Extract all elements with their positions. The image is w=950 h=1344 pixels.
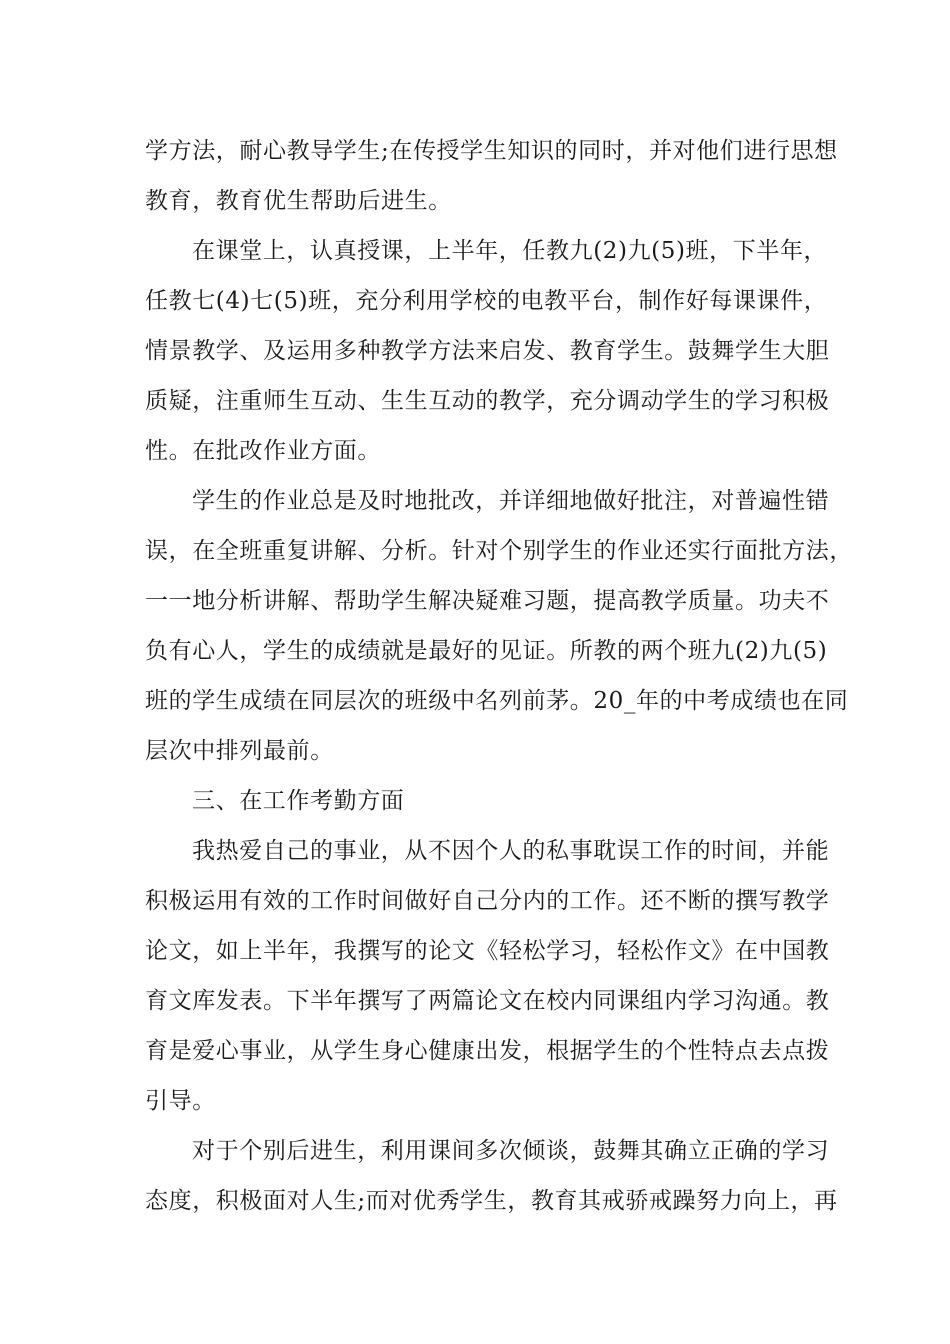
text-line: 层次中排列最前。 [145, 738, 334, 764]
text-line: 态度，积极面对人生;而对优秀学生，教育其戒骄戒躁努力向上，再 [145, 1188, 838, 1214]
text-line: 性。在批改作业方面。 [145, 438, 381, 464]
text-line: 质疑，注重师生互动、生生互动的教学，充分调动学生的学习积极 [145, 388, 830, 414]
text-line: 育是爱心事业，从学生身心健康出发，根据学生的个性特点去点拨 [145, 1038, 830, 1064]
paragraph-start: 在课堂上，认真授课，上半年，任教九(2)九(5)班，下半年， [192, 238, 828, 264]
text-line: 班的学生成绩在同层次的班级中名列前茅。20_年的中考成绩也在同 [145, 688, 849, 714]
paragraph-start: 我热爱自己的事业，从不因个人的私事耽误工作的时间，并能 [192, 838, 830, 864]
text-line: 育文库发表。下半年撰写了两篇论文在校内同课组内学习沟通。教 [145, 988, 830, 1014]
paragraph-start: 学生的作业总是及时地批改，并详细地做好批注，对普遍性错 [192, 488, 830, 514]
text-line: 情景教学、及运用多种教学方法来启发、教育学生。鼓舞学生大胆 [145, 338, 830, 364]
text-line: 引导。 [145, 1088, 216, 1114]
text-line: 误，在全班重复讲解、分析。针对个别学生的作业还实行面批方法， [145, 538, 853, 564]
text-line: 积极运用有效的工作时间做好自己分内的工作。还不断的撰写教学 [145, 888, 830, 914]
text-line: 负有心人，学生的成绩就是最好的见证。所教的两个班九(2)九(5) [145, 638, 828, 664]
text-line: 一一地分析讲解、帮助学生解决疑难习题，提高教学质量。功夫不 [145, 588, 830, 614]
text-line: 学方法，耐心教导学生;在传授学生知识的同时，并对他们进行思想 [145, 138, 838, 164]
text-line: 教育，教育优生帮助后进生。 [145, 188, 452, 214]
text-line: 任教七(4)七(5)班，充分利用学校的电教平台，制作好每课课件， [145, 288, 828, 314]
section-heading: 三、在工作考勤方面 [192, 788, 405, 814]
paragraph-start: 对于个别后进生，利用课间多次倾谈，鼓舞其确立正确的学习 [192, 1138, 830, 1164]
text-line: 论文，如上半年，我撰写的论文《轻松学习，轻松作文》在中国教 [145, 938, 830, 964]
